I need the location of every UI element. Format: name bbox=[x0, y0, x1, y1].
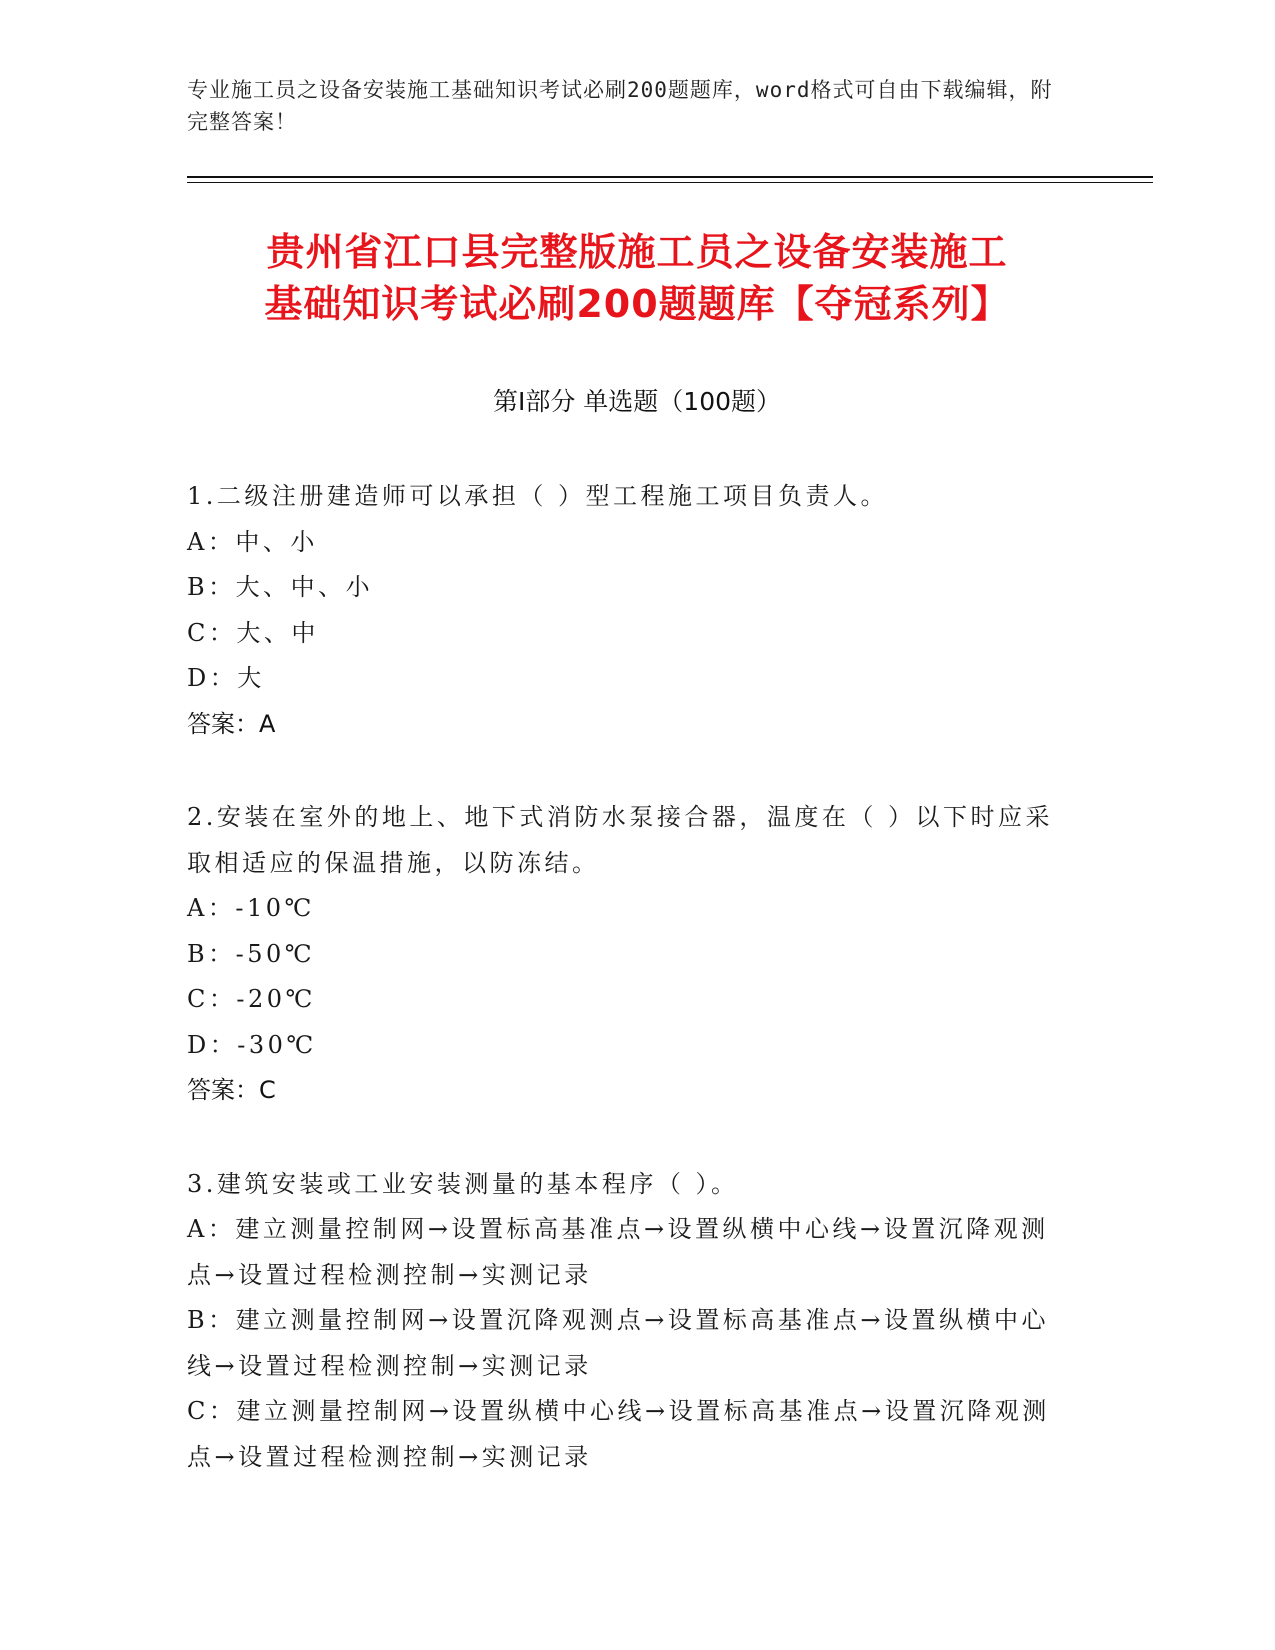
option-a: A：-10℃ bbox=[187, 894, 315, 922]
section-title: 第Ⅰ部分 单选题（100题） bbox=[492, 387, 782, 416]
question-stem: 2.安装在室外的地上、地下式消防水泵接合器，温度在（ ）以下时应采取相适应的保温措施，以防冻结。 bbox=[187, 803, 1054, 877]
title-line-2: 基础知识考试必刷200题题库【夺冠系列】 bbox=[264, 282, 1010, 326]
option-a: A：建立测量控制网→设置标高基准点→设置纵横中心线→设置沉降观测点→设置过程检测控制→实测记录 bbox=[187, 1215, 1049, 1289]
option-b: B：大、中、小 bbox=[187, 573, 374, 601]
option-b: B：-50℃ bbox=[187, 939, 316, 968]
option-c: C：建立测量控制网→设置纵横中心线→设置标高基准点→设置沉降观测点→设置过程检测控制→实测记录 bbox=[187, 1397, 1050, 1471]
option-a: A：中、小 bbox=[187, 527, 318, 556]
option-d: D：大 bbox=[187, 664, 265, 692]
answer: 答案：C bbox=[187, 1076, 276, 1104]
question-list bbox=[187, 474, 1067, 1528]
option-d: D：-30℃ bbox=[187, 1030, 317, 1059]
option-c: C：-20℃ bbox=[187, 985, 316, 1013]
option-b: B：建立测量控制网→设置沉降观测点→设置标高基准点→设置纵横中心线→设置过程检测控制→实测记录 bbox=[187, 1306, 1049, 1380]
title-line-1: 贵州省江口县完整版施工员之设备安装施工 bbox=[266, 230, 1008, 274]
answer: 答案：A bbox=[187, 709, 276, 738]
option-c: C：大、中 bbox=[187, 618, 319, 647]
header-note: 专业施工员之设备安装施工基础知识考试必刷200题题库，word格式可自由下载编辑，附完整答案！ bbox=[187, 78, 1053, 134]
question-stem: 1.二级注册建造师可以承担（ ）型工程施工项目负责人。 bbox=[187, 482, 889, 510]
question-stem: 3.建筑安装或工业安装测量的基本程序（ ）。 bbox=[187, 1169, 739, 1198]
question-1 bbox=[187, 474, 1067, 747]
header-rule-thin bbox=[187, 182, 1153, 183]
question-2 bbox=[187, 795, 1067, 1114]
header-rule-thick bbox=[187, 176, 1153, 178]
document-title bbox=[187, 226, 1087, 330]
question-3 bbox=[187, 1162, 1067, 1481]
